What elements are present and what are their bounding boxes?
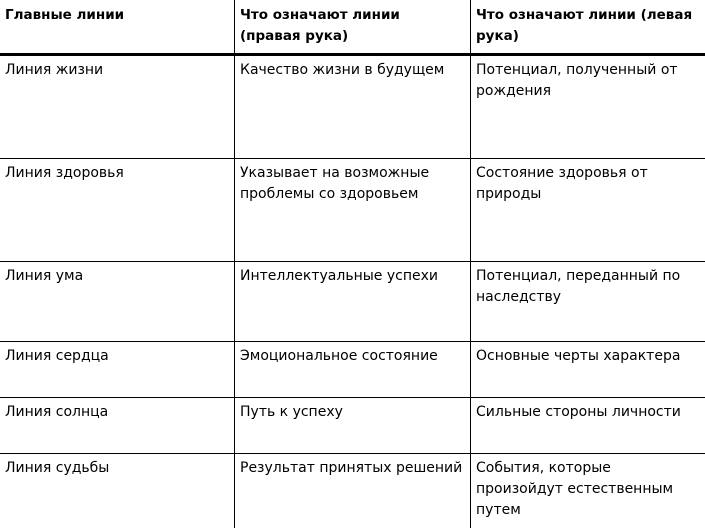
cell-right-meaning: Указывает на возможные проблемы со здоровьем [235, 159, 471, 261]
cell-line-name: Линия сердца [0, 342, 235, 397]
cell-line-name: Линия судьбы [0, 454, 235, 528]
cell-left-meaning: Сильные стороны личности [476, 404, 681, 420]
header-left-hand: Что означают линии (левая рука) [476, 7, 693, 44]
cell-right-meaning: Качество жизни в будущем [235, 56, 471, 158]
header-main-lines: Главные линии [0, 0, 235, 53]
cell-left-meaning: Основные черты характера [476, 348, 681, 364]
cell-left-meaning: Потенциал, полученный от рождения [476, 62, 678, 99]
cell-left-meaning: События, которые произойдут естественным путем [476, 460, 674, 518]
cell-line-name: Линия солнца [0, 398, 235, 453]
table-row [0, 454, 705, 528]
table-row [0, 398, 705, 454]
cell-left-meaning: Состояние здоровья от природы [476, 165, 648, 202]
cell-right-meaning: Результат принятых решений [235, 454, 471, 528]
table-row [0, 262, 705, 342]
cell-right-meaning: Путь к успеху [235, 398, 471, 453]
cell-line-name: Линия здоровья [0, 159, 235, 261]
header-right-hand: Что означают линии (правая рука) [235, 0, 471, 53]
cell-right-meaning: Интеллектуальные успехи [235, 262, 471, 341]
table-row [0, 56, 705, 159]
cell-left-meaning: Потенциал, переданный по наследству [476, 268, 681, 305]
cell-line-name: Линия жизни [0, 56, 235, 158]
cell-right-meaning: Эмоциональное состояние [235, 342, 471, 397]
table-row [0, 159, 705, 262]
table-header-row [0, 0, 705, 56]
table-row [0, 342, 705, 398]
cell-line-name: Линия ума [0, 262, 235, 341]
